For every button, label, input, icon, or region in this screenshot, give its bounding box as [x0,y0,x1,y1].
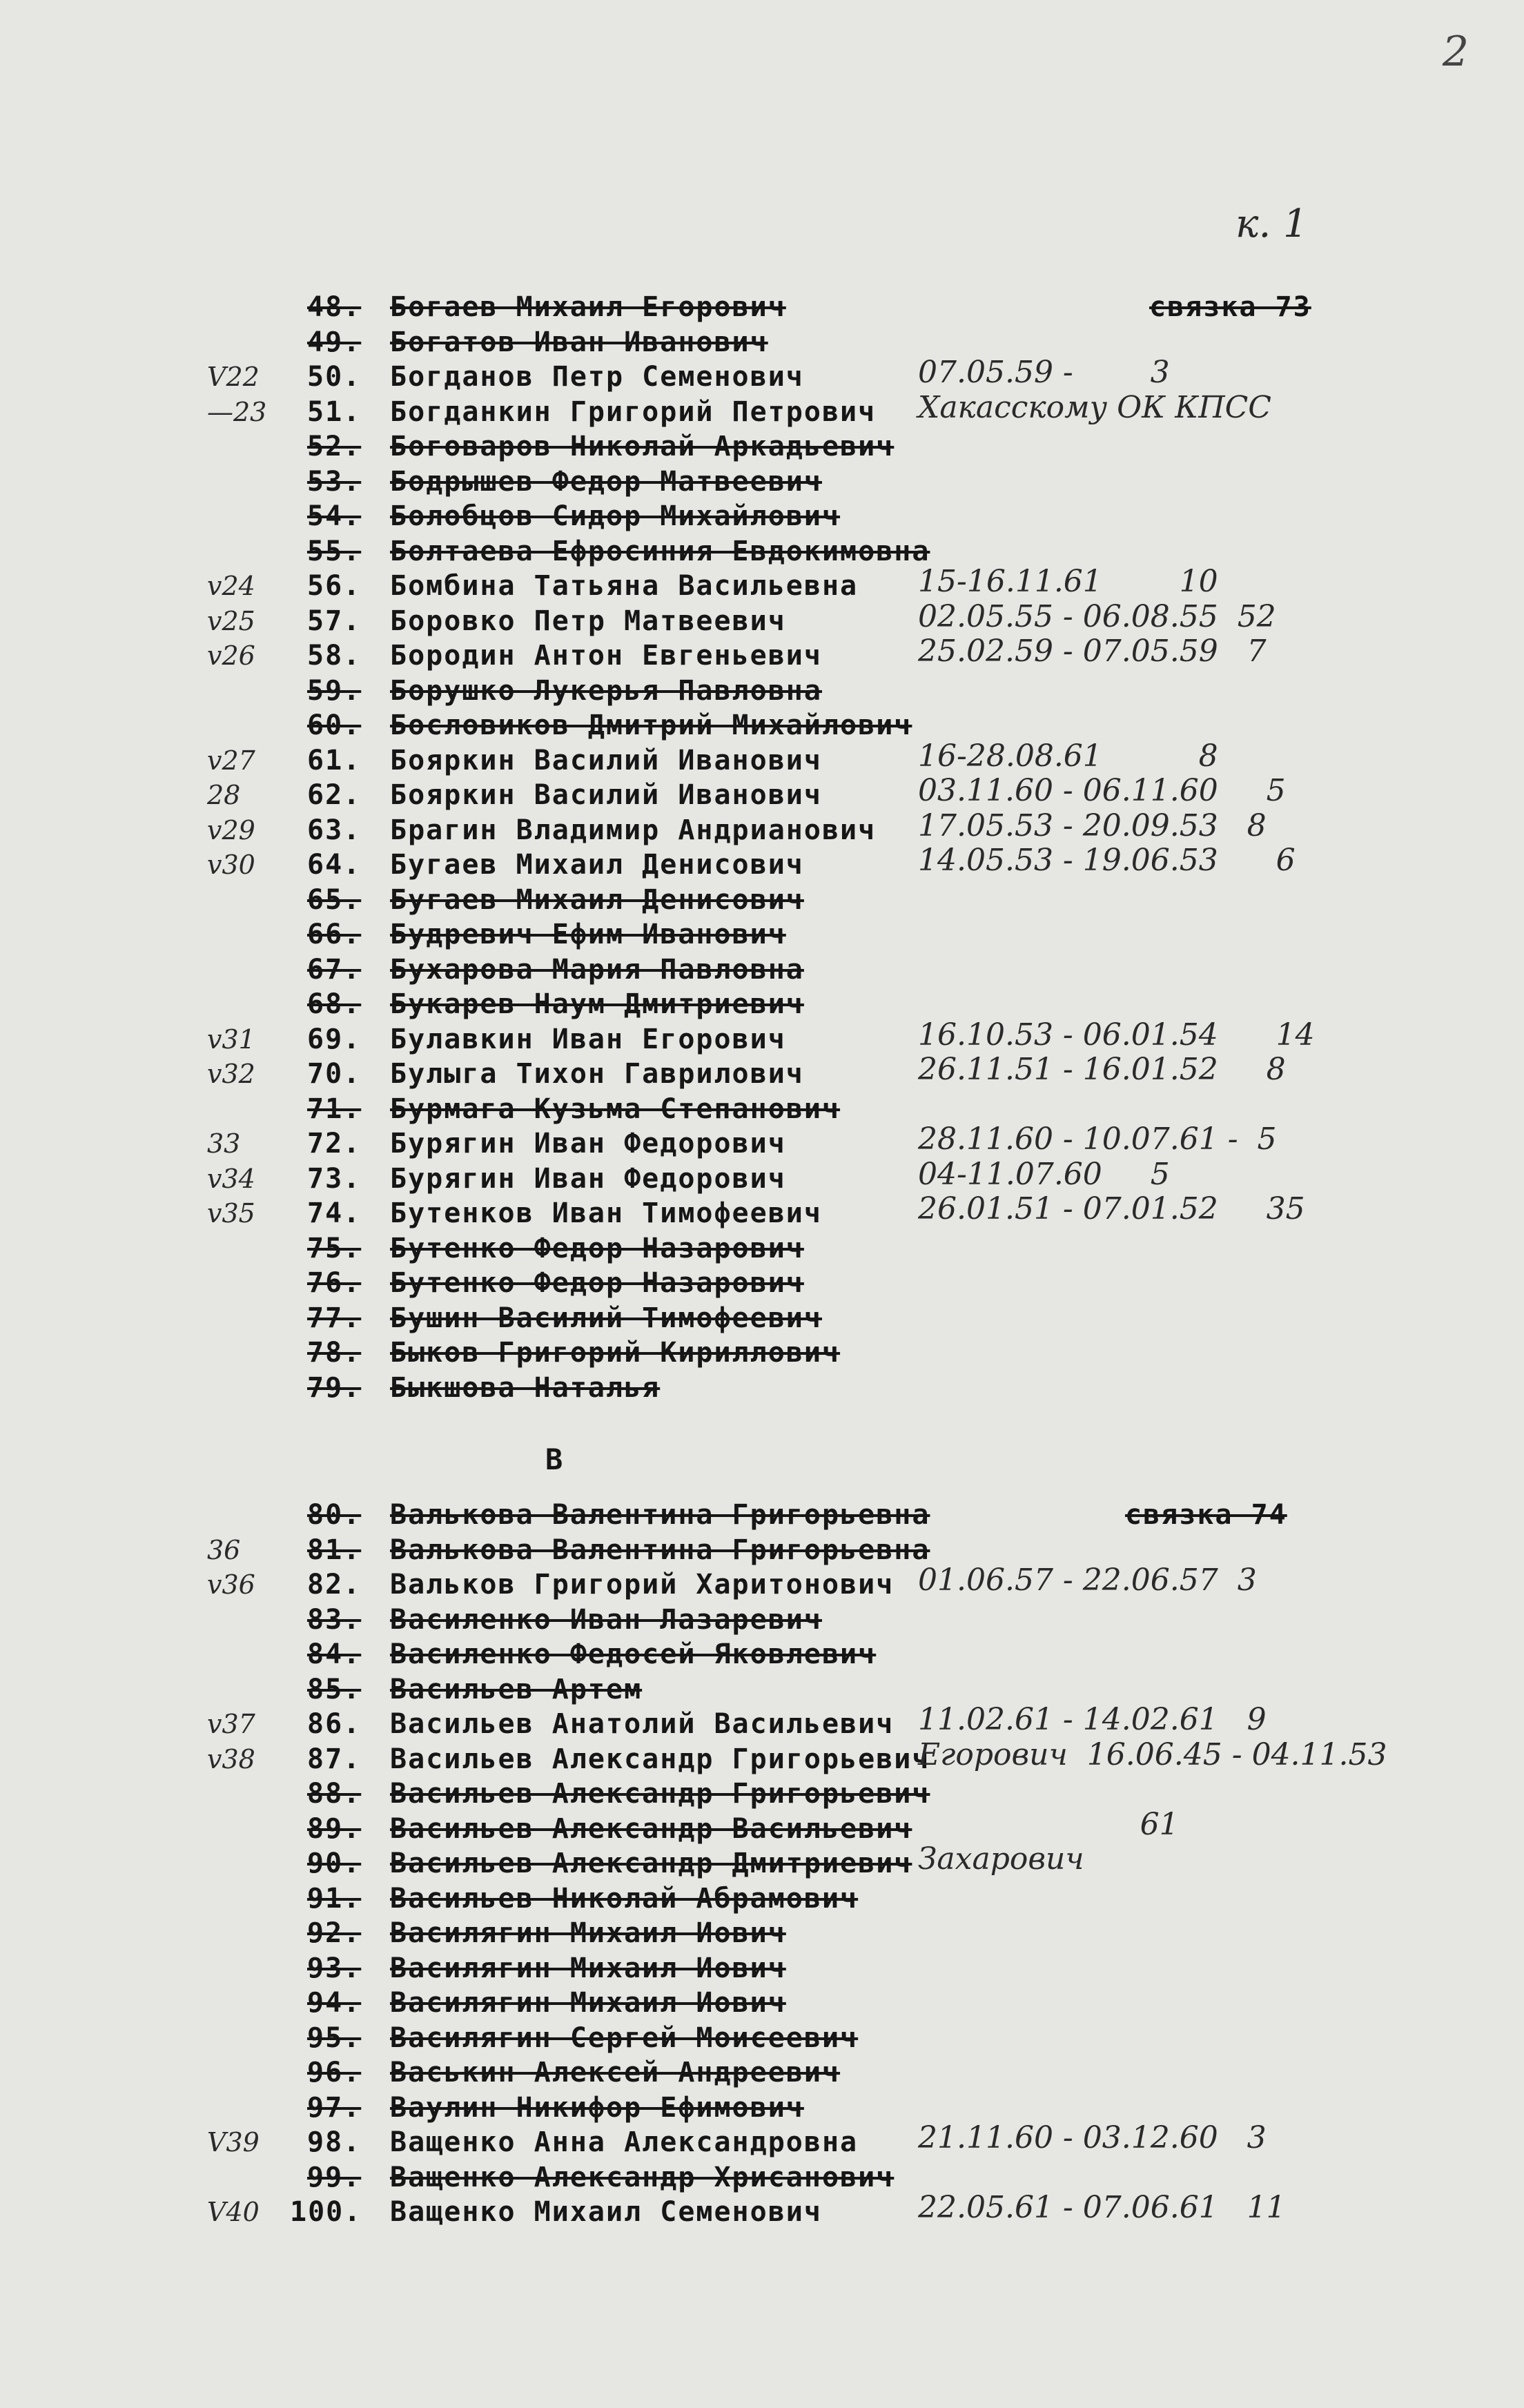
row-name: Быкшова Наталья [390,1371,661,1404]
row-name: Бугаев Михаил Денисович [390,849,804,881]
row-number: 62. [307,779,362,811]
row-number: 61. [307,744,362,776]
row-number: 76. [307,1267,362,1299]
row-number: 88. [307,1778,362,1810]
row-name: Васильев Александр Григорьевич [390,1743,930,1775]
row-note: 26.11.51 - 16.01.52 8 [918,1052,1286,1087]
row-name: Васильев Александр Дмитриевич [390,1848,912,1879]
row-number: 67. [307,953,362,986]
row-name: Бурмага Кузьма Степанович [390,1093,841,1125]
section-letter-v: В [545,1442,563,1476]
row-number: 95. [307,2022,362,2054]
row-note: 11.02.61 - 14.02.61 9 [918,1702,1267,1737]
row-mark: v34 [207,1163,255,1194]
row-number: 53. [307,465,362,498]
bundle-73-label: связка 73 [1149,291,1311,323]
box-note: к. 1 [1235,202,1308,246]
row-number: 54. [307,500,362,532]
row-number: 73. [307,1162,362,1195]
row-number: 56. [307,570,362,602]
row-name: Боровко Петр Матвеевич [390,605,786,637]
row-name: Боговаров Николай Аркадьевич [390,431,895,462]
row-name: Васькин Алексей Андреевич [390,2057,841,2088]
row-name: Быков Григорий Кириллович [390,1337,841,1369]
row-number: 58. [307,640,362,672]
row-mark: 36 [207,1534,241,1565]
row-number: 77. [307,1302,362,1334]
row-mark: 33 [207,1128,241,1159]
row-note: 22.05.61 - 07.06.61 11 [918,2190,1286,2225]
row-number: 60. [307,709,362,741]
row-number: 64. [307,849,362,881]
row-mark: v32 [207,1059,255,1089]
row-name: Брагин Владимир Андрианович [390,814,877,846]
row-name: Богаев Михаил Егорович [390,291,786,323]
row-number: 72. [307,1128,362,1159]
row-mark: v25 [207,605,255,636]
row-name: Василенко Федосей Яковлевич [390,1638,877,1670]
row-mark: V22 [207,362,260,392]
row-name: Василягин Михаил Иович [390,1952,786,1984]
row-name: Бутенко Федор Назарович [390,1267,804,1299]
row-note: 61 [918,1806,1179,1842]
page-number: 2 [1442,28,1469,76]
row-name: Букарев Наум Дмитриевич [390,988,804,1020]
row-note: 25.02.59 - 07.05.59 7 [918,634,1267,669]
row-name: Ващенко Анна Александровна [390,2126,859,2158]
row-number: 52. [307,431,362,462]
row-note: 02.05.55 - 06.08.55 52 [918,598,1276,634]
row-name: Бодрышев Федор Матвеевич [390,465,822,498]
row-name: Вальков Григорий Харитонович [390,1569,895,1601]
row-note: 16-28.08.61 8 [918,738,1218,774]
row-name: Булавкин Иван Егорович [390,1023,786,1055]
row-name: Богданкин Григорий Петрович [390,395,877,428]
row-note: Хакасскому ОК КПСС [918,389,1271,425]
row-note: 01.06.57 - 22.06.57 3 [918,1563,1257,1598]
row-mark: v26 [207,640,255,671]
row-name: Васильев Анатолий Васильевич [390,1708,895,1740]
row-number: 90. [307,1848,362,1879]
row-name: Ваулин Никифор Ефимович [390,2091,804,2124]
row-name: Богатов Иван Иванович [390,326,768,358]
row-number: 79. [307,1371,362,1404]
row-mark: v31 [207,1024,255,1055]
row-number: 84. [307,1638,362,1670]
row-number: 92. [307,1917,362,1949]
row-number: 51. [307,395,362,428]
row-name: Ващенко Михаил Семенович [390,2196,822,2228]
row-number: 93. [307,1952,362,1984]
row-note: 14.05.53 - 19.06.53 6 [918,843,1296,878]
row-name: Васильев Александр Григорьевич [390,1778,930,1810]
row-number: 66. [307,919,362,950]
bundle-74-label: связка 74 [1125,1499,1287,1531]
row-mark: v30 [207,850,255,880]
row-note: 17.05.53 - 20.09.53 8 [918,807,1267,843]
row-mark: V39 [207,2127,260,2157]
row-number: 91. [307,1882,362,1915]
row-mark: v37 [207,1709,255,1739]
row-note: Захарович [918,1841,1084,1877]
row-name: Бушин Василий Тимофеевич [390,1302,822,1334]
row-number: 100. [290,2196,362,2228]
row-number: 96. [307,2057,362,2088]
row-name: Валькова Валентина Григорьевна [390,1499,930,1531]
row-note: Егорович 16.06.45 - 04.11.53 [918,1736,1387,1772]
row-mark: 28 [207,780,241,810]
row-name: Бояркин Василий Иванович [390,744,822,776]
row-name: Бутенков Иван Тимофеевич [390,1197,822,1229]
row-mark: v36 [207,1569,255,1600]
row-mark: V40 [207,2197,260,2227]
row-number: 49. [307,326,362,358]
row-name: Ващенко Александр Хрисанович [390,2161,895,2193]
row-name: Василягин Михаил Иович [390,1917,786,1949]
row-number: 71. [307,1093,362,1125]
row-mark: v38 [207,1743,255,1774]
row-number: 63. [307,814,362,846]
row-note: 28.11.60 - 10.07.61 - 5 [918,1122,1277,1157]
row-note: 07.05.59 - 3 [918,355,1170,390]
row-note: 15-16.11.61 10 [918,564,1218,599]
row-name: Будревич Ефим Иванович [390,919,786,950]
row-note: 26.01.51 - 07.01.52 35 [918,1191,1305,1226]
row-mark: —23 [207,396,267,427]
row-number: 68. [307,988,362,1020]
row-name: Бурягин Иван Федорович [390,1162,786,1195]
row-name: Василенко Иван Лазаревич [390,1603,822,1636]
row-number: 70. [307,1058,362,1090]
row-name: Бухарова Мария Павловна [390,953,804,986]
row-name: Булыга Тихон Гаврилович [390,1058,804,1090]
row-name: Бояркин Василий Иванович [390,779,822,811]
row-number: 86. [307,1708,362,1740]
row-name: Бугаев Михаил Денисович [390,883,804,916]
row-name: Бомбина Татьяна Васильевна [390,570,859,602]
row-number: 81. [307,1534,362,1566]
row-number: 65. [307,883,362,916]
row-number: 50. [307,361,362,393]
row-number: 97. [307,2091,362,2124]
row-note: 03.11.60 - 06.11.60 5 [918,773,1286,808]
row-mark: v27 [207,745,255,776]
row-number: 82. [307,1569,362,1601]
row-name: Василягин Михаил Иович [390,1987,786,2019]
row-number: 78. [307,1337,362,1369]
row-name: Болтаева Ефросиния Евдокимовна [390,535,930,567]
row-name: Борушко Лукерья Павловна [390,674,822,707]
row-note: 16.10.53 - 06.01.54 14 [918,1017,1315,1053]
row-number: 80. [307,1499,362,1531]
row-name: Бородин Антон Евгеньевич [390,640,822,672]
row-number: 85. [307,1673,362,1705]
row-number: 55. [307,535,362,567]
row-number: 75. [307,1232,362,1264]
row-number: 94. [307,1987,362,2019]
row-name: Васильев Александр Васильевич [390,1812,912,1845]
row-name: Васильев Артем [390,1673,643,1705]
row-mark: v35 [207,1198,255,1229]
row-name: Васильев Николай Абрамович [390,1882,859,1915]
row-number: 57. [307,605,362,637]
row-note: 21.11.60 - 03.12.60 3 [918,2120,1267,2155]
row-name: Валькова Валентина Григорьевна [390,1534,930,1566]
row-number: 99. [307,2161,362,2193]
row-number: 89. [307,1812,362,1845]
row-name: Бутенко Федор Назарович [390,1232,804,1264]
row-name: Богданов Петр Семенович [390,361,804,393]
row-number: 69. [307,1023,362,1055]
row-mark: v29 [207,814,255,845]
row-number: 83. [307,1603,362,1636]
row-number: 59. [307,674,362,707]
row-number: 74. [307,1197,362,1229]
row-name: Бурягин Иван Федорович [390,1128,786,1159]
row-number: 48. [307,291,362,323]
row-number: 87. [307,1743,362,1775]
row-number: 98. [307,2126,362,2158]
row-name: Болобцов Сидор Михайлович [390,500,841,532]
row-mark: v24 [207,571,255,601]
row-name: Василягин Сергей Моисеевич [390,2022,859,2054]
row-name: Бословиков Дмитрий Михайлович [390,709,912,741]
row-note: 04-11.07.60 5 [918,1156,1170,1192]
